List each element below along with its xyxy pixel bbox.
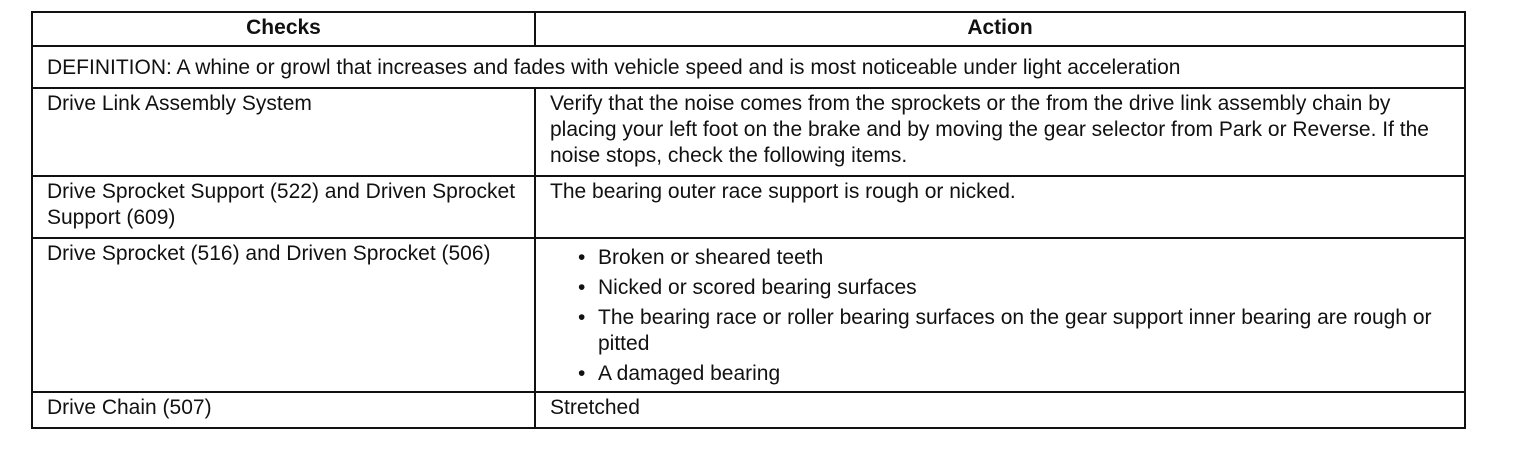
table-row [33, 177, 1464, 239]
table-row [33, 239, 1464, 393]
definition-text: DEFINITION: A whine or growl that increases and fades with vehicle speed and is most noticeable under light acceleration [47, 56, 1181, 79]
bullet-icon: • [578, 362, 586, 385]
action-cell: The bearing outer race support is rough or nicked. [550, 180, 1016, 203]
list-item [578, 275, 1450, 301]
action-cell: Verify that the noise comes from the sprockets or the from the drive link assembly chain by placing your left foot on the brake and by moving the gear selector from Park or Reverse. If the noise stops, check the following items. [550, 92, 1429, 167]
list-item-text: A damaged bearing [598, 362, 781, 385]
list-item [578, 361, 1450, 387]
list-item-text: The bearing race or roller bearing surfaces on the gear support inner bearing are rough or pitted [598, 306, 1432, 355]
check-cell: Drive Chain (507) [33, 393, 536, 427]
table-header-row [33, 13, 1464, 47]
table-row [33, 89, 1464, 177]
action-cell: Stretched [550, 396, 640, 419]
bullet-icon: • [578, 246, 586, 269]
bullet-icon: • [578, 276, 586, 299]
bullet-icon: • [578, 306, 586, 329]
list-item-text: Broken or sheared teeth [598, 246, 824, 269]
list-item [578, 245, 1450, 271]
header-checks: Checks [33, 13, 536, 45]
check-cell: Drive Link Assembly System [33, 89, 536, 175]
diagnostic-table [31, 11, 1466, 429]
action-cell [536, 239, 1464, 391]
list-item-text: Nicked or scored bearing surfaces [598, 276, 917, 299]
list-item [578, 305, 1450, 357]
header-action: Action [967, 16, 1033, 39]
table-row [33, 393, 1464, 427]
definition-row [33, 47, 1464, 89]
bullet-list [550, 239, 1450, 387]
check-cell: Drive Sprocket Support (522) and Driven Sprocket Support (609) [33, 177, 536, 237]
check-cell: Drive Sprocket (516) and Driven Sprocket (506) [33, 239, 536, 391]
